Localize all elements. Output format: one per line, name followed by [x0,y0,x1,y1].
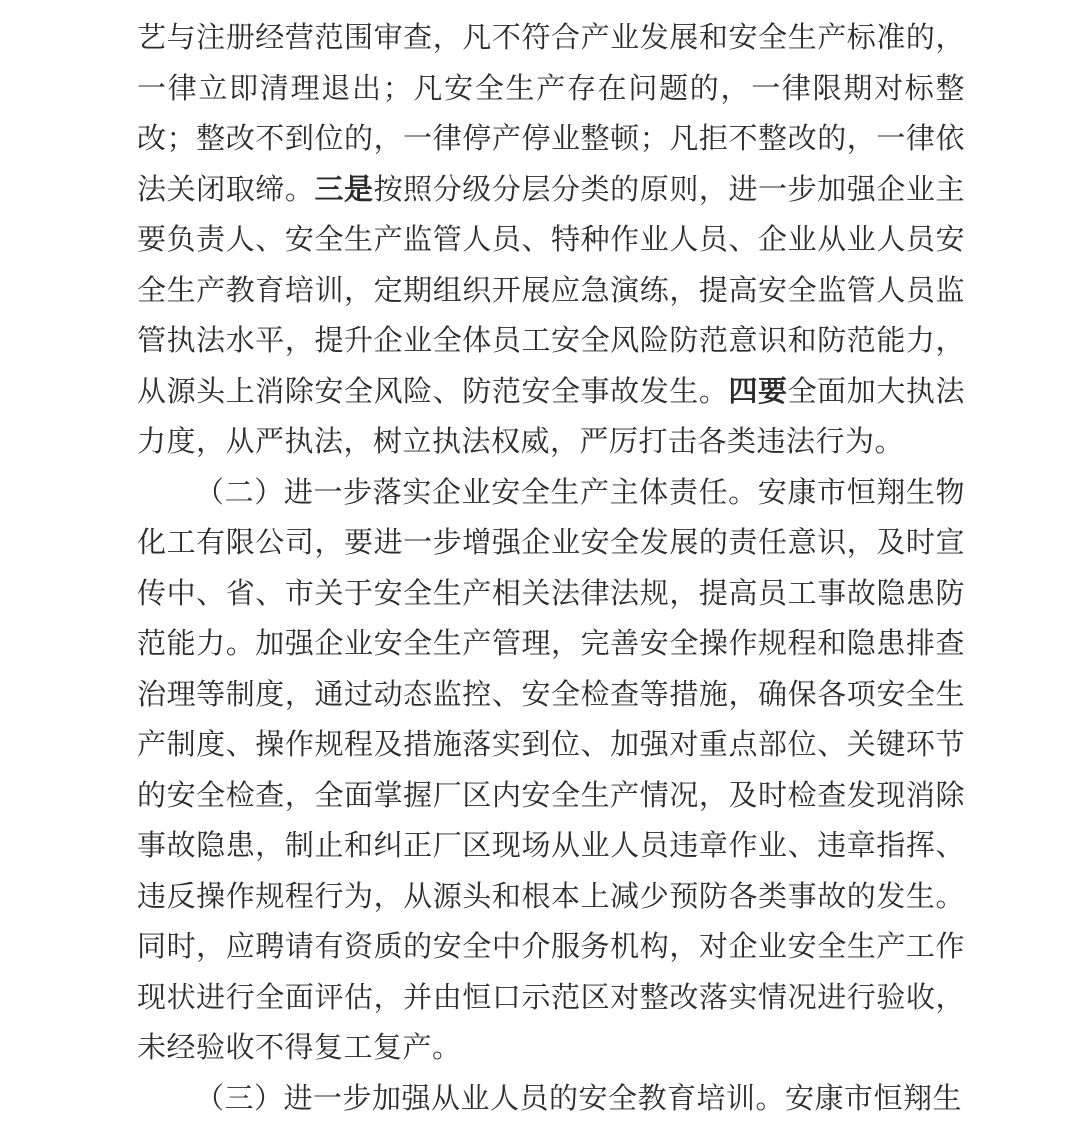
paragraph-text-a: 艺与注册经营范围审查，凡不符合产业发展和安全生产标准的，一律立即清理退出；凡安全生产存在问题的，一律限期对标整改；整改不到位的，一律停产停业整顿；凡拒不整改的，一律依法关闭取缔。 [137,22,965,206]
paragraph-text-c: 全面加大执法力度，从严执法，树立执法权威，严厉打击各类违法行为。 [137,375,965,458]
paragraph-continuation [137,13,965,468]
bold-marker-third: 三是 [314,173,374,206]
paragraph-section-2: （二）进一步落实企业安全生产主体责任。安康市恒翔生物化工有限公司，要进一步增强企业安全发展的责任意识，及时宣传中、省、市关于安全生产相关法律法规，提高员工事故隐患防范能力。加强企业安全生产管理，完善安全操作规程和隐患排查治理等制度，通过动态监控、安全检查等措施，确保各项安全生产制度、操作规程及措施落实到位、加强对重点部位、关键环节的安全检查，全面掌握厂区内安全生产情况，及时检查发现消除事故隐患，制止和纠正厂区现场从业人员违章作业、违章指挥、违反操作规程行为，从源头和根本上减少预防各类事故的发生。同时，应聘请有资质的安全中介服务机构，对企业安全生产工作现状进行全面评估，并由恒口示范区对整改落实情况进行验收，未经验收不得复工复产。 [137,476,965,1064]
paragraph-section-3: （三）进一步加强从业人员的安全教育培训。安康市恒翔生 [195,1082,963,1115]
paragraph-text-b: 按照分级分层分类的原则，进一步加强企业主要负责人、安全生产监管人员、特种作业人员、企业从业人员安全生产教育培训，定期组织开展应急演练，提高安全监管人员监管执法水平，提升企业全体员工安全风险防范意识和防范能力，从源头上消除安全风险、防范安全事故发生。 [137,173,965,408]
bold-marker-fourth: 四要 [728,375,788,408]
